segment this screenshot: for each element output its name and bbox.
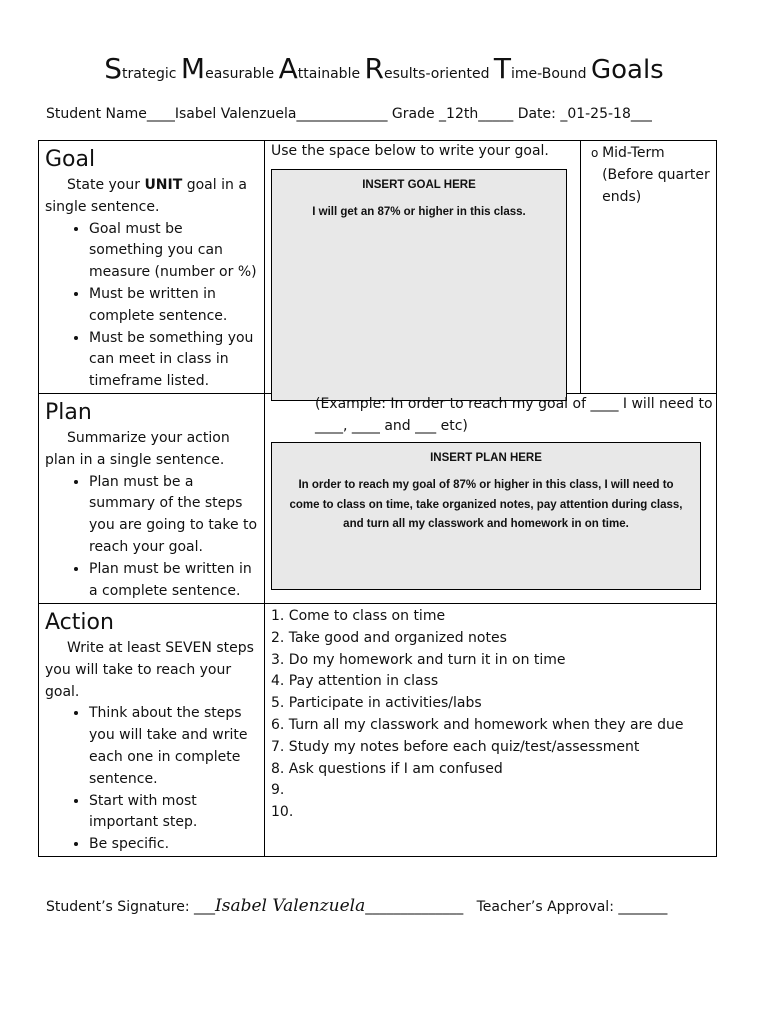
action-description-cell (39, 603, 265, 856)
title-letter-a: A (278, 52, 298, 85)
action-description: Write at least SEVEN steps you will take to reach your goal. (45, 639, 254, 700)
action-steps-cell (265, 603, 717, 856)
goal-input-box[interactable] (271, 169, 567, 401)
goal-box-header: INSERT GOAL HERE (362, 179, 476, 191)
title-word-goals: Goals (590, 55, 664, 85)
list-item[interactable]: 6. Turn all my classwork and homework when they are due (271, 716, 684, 733)
title-word-results: esults-oriented (384, 66, 494, 82)
grade-field[interactable]: Grade _12th_____ (391, 106, 514, 122)
plan-bullets (45, 472, 258, 603)
list-item: • Be specific. (89, 834, 258, 856)
plan-entry-cell (265, 393, 717, 603)
title-letter-r: R (364, 52, 384, 85)
plan-heading: Plan (45, 399, 92, 425)
goal-desc-unit: UNIT (144, 177, 183, 193)
title-word-attainable: ttainable (297, 66, 365, 82)
plan-box-header: INSERT PLAN HERE (430, 451, 542, 464)
title-letter-s: S (104, 52, 123, 85)
list-item: • Must be written in complete sentence. (89, 284, 258, 328)
list-item[interactable]: 9. (271, 782, 285, 799)
goal-box-text: I will get an 87% or higher in this class. (312, 206, 526, 218)
plan-box-text: In order to reach my goal of 87% or higher in this class, I will need to come to class on time, take organized notes, pay attention during class, and turn all my classwork and homework in on time. (289, 479, 683, 531)
goal-table (38, 140, 717, 857)
list-item[interactable]: 7. Study my notes before each quiz/test/assessment (271, 738, 640, 755)
student-signature-label: Student’s Signature: ___ (46, 899, 216, 915)
list-item[interactable]: 4. Pay attention in class (271, 673, 439, 690)
student-name-field[interactable]: Student Name____Isabel Valenzuela_____________ (46, 106, 388, 122)
midterm-option: Mid-Term (Before quarter ends) (602, 145, 710, 205)
date-field[interactable]: Date: _01-25-18___ (517, 106, 652, 122)
title-letter-m: M (180, 52, 206, 85)
action-row (39, 603, 717, 856)
list-item[interactable]: 8. Ask questions if I am confused (271, 760, 503, 777)
goal-bullets (45, 219, 258, 393)
student-info-line (46, 106, 652, 122)
plan-description: Summarize your action plan in a single sentence. (45, 429, 230, 468)
list-item[interactable]: 3. Do my homework and turn it in on time (271, 651, 566, 668)
list-item: • Plan must be written in a complete sentence. (89, 559, 258, 603)
list-item[interactable]: 1. Come to class on time (271, 607, 446, 624)
goal-description-cell (39, 141, 265, 394)
list-item[interactable]: 10. (271, 804, 294, 821)
list-item: • Think about the steps you will take and write each one in complete sentence. (89, 703, 258, 790)
title-word-strategic: trategic (122, 66, 181, 82)
signature-line (46, 896, 667, 916)
plan-example: (Example: In order to reach my goal of ____ I will need to ____, ____ and ___ etc) (315, 395, 713, 434)
page-title (0, 52, 768, 85)
plan-row (39, 393, 717, 603)
list-item: • Goal must be something you can measure (number or %) (89, 219, 258, 284)
plan-description-cell (39, 393, 265, 603)
goal-instruction: Use the space below to write your goal. (271, 143, 549, 159)
title-word-timebound: ime-Bound (511, 66, 591, 82)
list-item[interactable]: 5. Participate in activities/labs (271, 695, 482, 712)
circle-bullet-icon: o (591, 146, 599, 160)
teacher-approval-field[interactable]: Teacher’s Approval: _______ (476, 899, 668, 915)
goal-entry-cell (265, 141, 581, 394)
goal-description (45, 175, 258, 219)
title-letter-t: T (493, 52, 512, 85)
title-word-measurable: easurable (205, 66, 279, 82)
list-item: • Start with most important step. (89, 791, 258, 835)
list-item: • Plan must be a summary of the steps you are going to take to reach your goal. (89, 472, 258, 559)
timeframe-cell (581, 141, 717, 394)
goal-row (39, 141, 717, 394)
goal-heading: Goal (45, 147, 96, 172)
action-steps-list (265, 604, 716, 824)
goal-desc-post: goal in a single sentence. (45, 177, 247, 215)
action-heading: Action (45, 609, 114, 635)
student-signature[interactable]: Isabel Valenzuela (215, 896, 366, 916)
list-item[interactable]: 2. Take good and organized notes (271, 629, 507, 646)
list-item: • Must be something you can meet in class in timeframe listed. (89, 328, 258, 393)
action-bullets (45, 703, 258, 856)
goal-desc-pre: State your (67, 177, 145, 193)
plan-input-box[interactable] (271, 442, 701, 590)
student-signature-tail: ______________ (365, 899, 464, 915)
